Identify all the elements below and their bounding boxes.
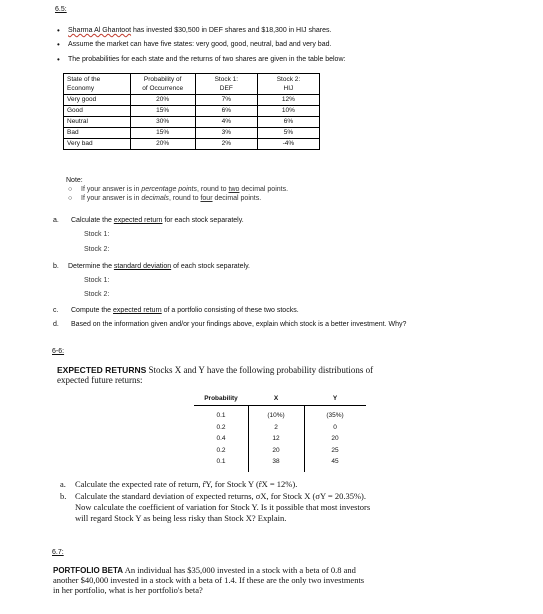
header-cell	[64, 74, 131, 95]
header-cell	[257, 74, 319, 95]
table-cell: Neutral	[64, 117, 131, 128]
table-divider	[304, 405, 305, 472]
note-text: decimal points.	[212, 195, 262, 202]
header-cell: Probability	[194, 391, 248, 406]
table-cell: 20	[331, 435, 339, 443]
bullet-dot: •	[57, 40, 60, 49]
q67-label: 6.7:	[52, 549, 64, 556]
q66-b-line3: will regard Stock Y as being less risky than Stock X? Explain.	[75, 513, 287, 523]
table-cell: 5%	[257, 128, 319, 139]
q65-c-letter: c.	[53, 307, 59, 314]
table-cell: 12	[272, 435, 280, 443]
q66-title-line2: expected future returns:	[57, 375, 143, 385]
note-text: two	[228, 186, 240, 193]
note-text: If your answer is in	[81, 195, 142, 202]
q65-a-stock2: Stock 2:	[84, 246, 110, 253]
header-line: Stock 1:	[214, 76, 239, 83]
table-cell: 15%	[130, 106, 195, 117]
q65-bullet3: The probabilities for each state and the returns of two shares are given in the table below:	[68, 56, 346, 63]
table-divider	[248, 405, 249, 472]
table-cell: 7%	[195, 95, 257, 106]
table-cell: 6%	[195, 106, 257, 117]
q65-b-stock1: Stock 1:	[84, 277, 110, 284]
q66-label: 6-6:	[52, 348, 65, 355]
table-cell: 30%	[130, 117, 195, 128]
table-cell: 4%	[195, 117, 257, 128]
q66-b-line1: Calculate the standard deviation of expected returns, σX, for Stock X (σY = 20.35%).	[75, 491, 366, 501]
header-cell	[130, 74, 195, 95]
table-cell: 3%	[195, 128, 257, 139]
table-row	[194, 445, 366, 457]
q67-title-bold: PORTFOLIO BETA	[53, 566, 124, 575]
table-cell: 6%	[257, 117, 319, 128]
investor-name: Sharma Al Ghantoot	[68, 27, 132, 34]
table-row	[194, 433, 366, 445]
q-text: standard deviation	[113, 263, 172, 270]
q-text: Compute the	[71, 307, 114, 314]
bullet-dot: •	[57, 26, 60, 35]
table-cell: (35%)	[326, 412, 344, 420]
header-line: Economy	[67, 85, 95, 92]
q65-c-text	[71, 306, 299, 315]
header-line: State of the	[67, 76, 101, 83]
q66-a-text: Calculate the expected rate of return, r̂Y, for Stock Y (r̂X = 12%).	[75, 479, 298, 489]
q65-bullet1	[68, 26, 331, 35]
table-cell: 0.2	[216, 423, 226, 431]
table-cell: 2	[274, 423, 278, 431]
header-cell	[195, 74, 257, 95]
note-text: , round to	[196, 186, 229, 193]
table-cell: 20%	[130, 95, 195, 106]
table-row	[64, 106, 320, 117]
q65-d-text: Based on the information given and/or your findings above, explain which stock is a better investment. Why?	[71, 321, 407, 328]
q66-title-rest: Stocks X and Y have the following probability distributions of	[146, 365, 374, 375]
note-text: four	[200, 195, 213, 202]
table-cell: 0	[333, 423, 337, 431]
q65-label: 6.5:	[55, 6, 67, 13]
table-cell: Bad	[64, 128, 131, 139]
q67-line1-text: An individual has $35,000 invested in a stock with a beta of 0.8 and	[123, 565, 356, 575]
header-line: Probability of	[143, 76, 182, 83]
table-cell: 12%	[257, 95, 319, 106]
q-text: Calculate the	[71, 217, 114, 224]
table-row	[64, 117, 320, 128]
header-line: HIJ	[283, 85, 294, 92]
q65-a-stock1: Stock 1:	[84, 231, 110, 238]
q65-bullet2: Assume the market can have five states: very good, good, neutral, bad and very bad.	[68, 41, 332, 48]
q65-d-letter: d.	[53, 321, 59, 328]
q67-line3: in her portfolio, what is her portfolio's beta?	[53, 585, 203, 595]
table-row	[194, 422, 366, 434]
q65-b-stock2: Stock 2:	[84, 291, 110, 298]
note-title: Note:	[66, 177, 83, 184]
note-text: percentage points	[141, 186, 197, 193]
table-header-row	[194, 391, 366, 406]
note-1	[81, 185, 288, 194]
q65-b-text	[68, 262, 250, 271]
q-text: of a portfolio consisting of these two stocks.	[161, 307, 299, 314]
table-cell: 20	[272, 446, 280, 454]
bullet-dot: •	[57, 55, 60, 64]
header-line: of Occurrence	[142, 85, 184, 92]
q-text: expected return	[113, 307, 162, 314]
table-cell: Very good	[64, 95, 131, 106]
table-cell: 2%	[195, 139, 257, 150]
table-cell: 25	[331, 446, 339, 454]
table-cell: (10%)	[267, 412, 285, 420]
q-text: Determine the	[68, 263, 114, 270]
table-cell: 0.4	[216, 435, 226, 443]
note-text: , round to	[168, 195, 201, 202]
table-cell: 0.1	[216, 458, 226, 466]
q65-a-text	[71, 216, 244, 225]
q66-distribution-table	[194, 391, 366, 468]
note-circle-icon: ○	[68, 195, 73, 202]
q-text: expected return	[113, 217, 163, 224]
table-row	[64, 139, 320, 150]
table-cell: 10%	[257, 106, 319, 117]
note-circle-icon: ○	[68, 186, 73, 193]
q-text: of each stock separately.	[171, 263, 250, 270]
q65-returns-table	[63, 73, 320, 150]
note-text: decimal points.	[239, 186, 289, 193]
table-cell: Good	[64, 106, 131, 117]
header-line: DEF	[219, 85, 233, 92]
note-text: decimals	[141, 195, 169, 202]
table-row	[194, 456, 366, 468]
q66-title	[57, 365, 373, 375]
table-row	[194, 406, 366, 422]
table-cell: 0.1	[216, 412, 226, 420]
table-cell: -4%	[257, 139, 319, 150]
header-cell: Y	[304, 391, 366, 406]
table-cell: 45	[331, 458, 339, 466]
table-row	[64, 95, 320, 106]
q67-line2: another $40,000 invested in a stock with a beta of 1.4. If these are the only two investments	[53, 575, 365, 585]
q65-a-letter: a.	[53, 217, 59, 224]
header-line: Stock 2:	[276, 76, 301, 83]
q66-b-line2: Now calculate the coefficient of variation for Stock Y. Is it possible that most investors	[75, 502, 371, 512]
note-2	[81, 194, 261, 203]
table-cell: 20%	[130, 139, 195, 150]
table-header-row	[64, 74, 320, 95]
q66-a-letter: a.	[60, 479, 66, 489]
q65-b-letter: b.	[53, 263, 59, 270]
table-cell: 38	[272, 458, 280, 466]
q-text: for each stock separately.	[162, 217, 244, 224]
table-cell: Very bad	[64, 139, 131, 150]
note-text: If your answer is in	[81, 186, 142, 193]
table-cell: 15%	[130, 128, 195, 139]
q65-bullet1-rest: has invested $30,500 in DEF shares and $18,300 in HIJ shares.	[131, 27, 332, 34]
table-row	[64, 128, 320, 139]
table-cell: 0.2	[216, 446, 226, 454]
q66-title-bold: EXPECTED RETURNS	[57, 365, 147, 375]
q66-b-letter: b.	[60, 491, 67, 501]
header-cell: X	[248, 391, 304, 406]
